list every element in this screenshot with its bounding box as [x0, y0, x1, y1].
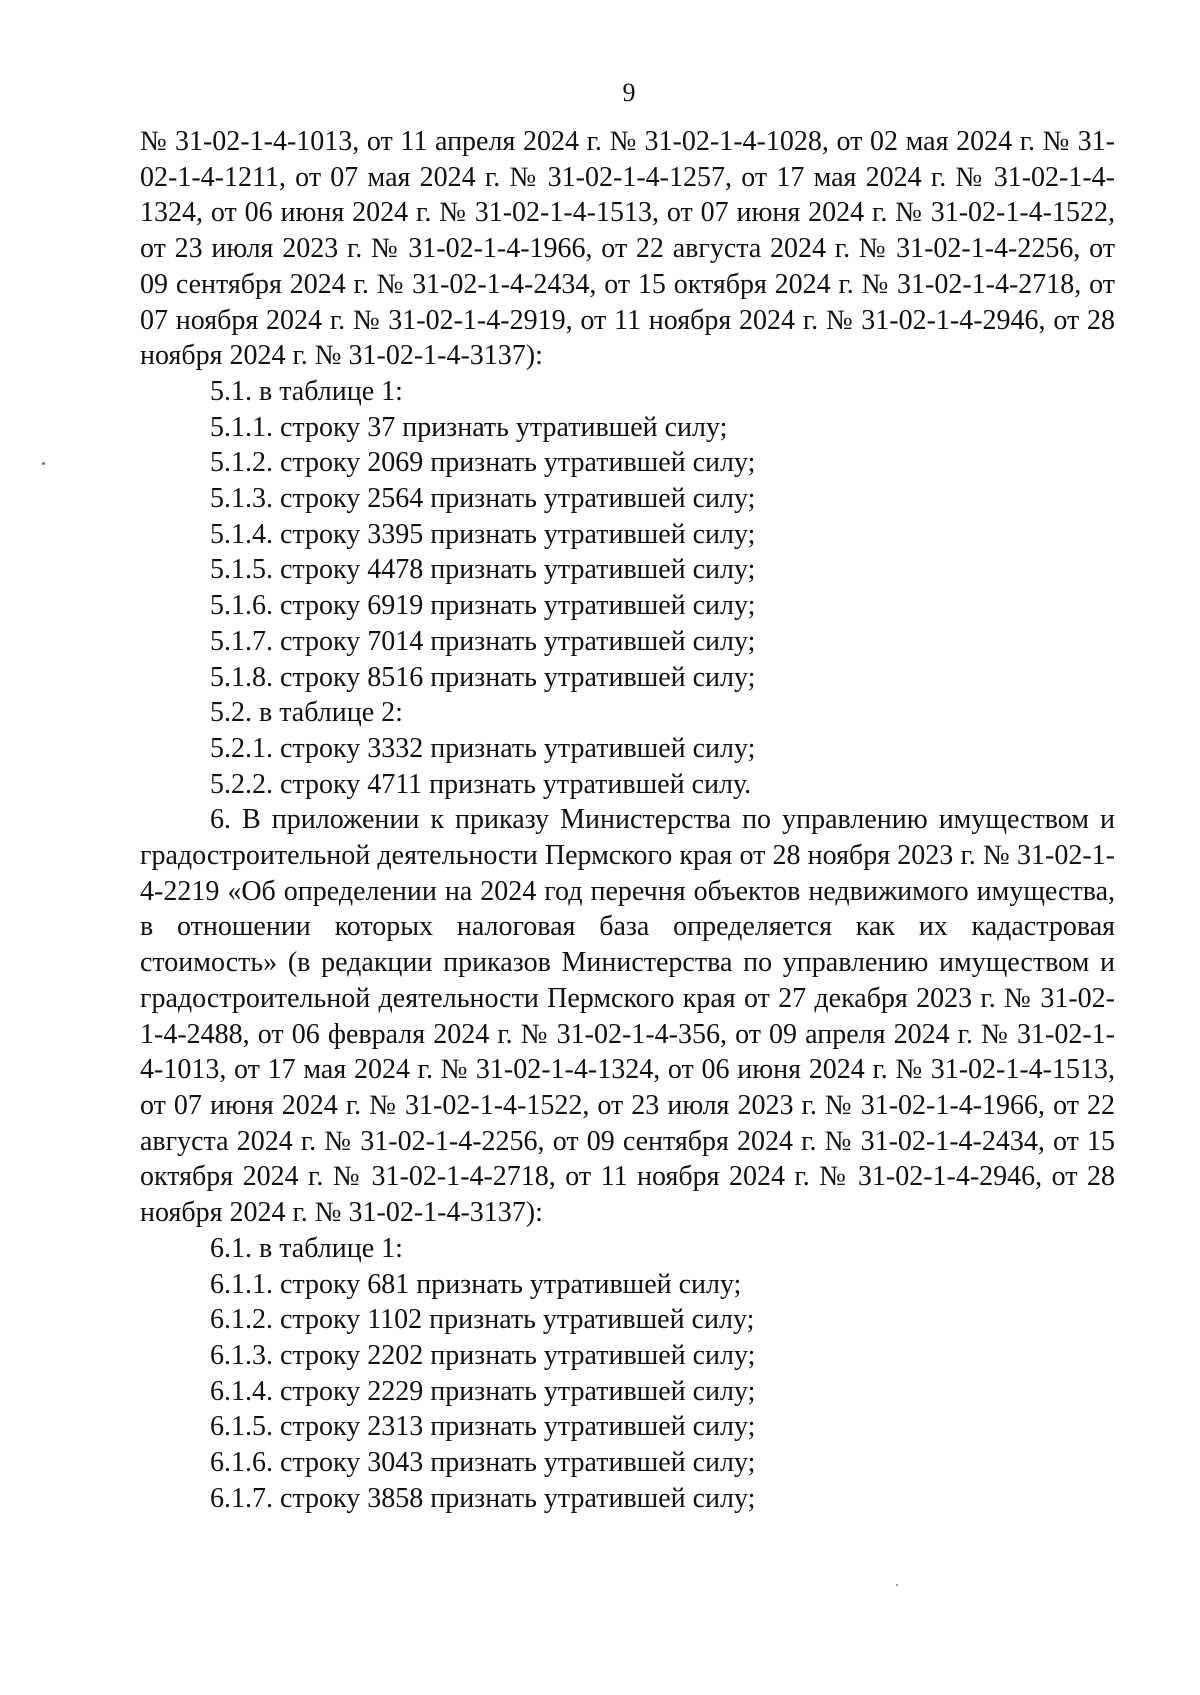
list-item-6-1-2: 6.1.2. строку 1102 признать утратившей силу;	[210, 1304, 755, 1336]
list-item-5-1-1: 5.1.1. строку 37 признать утратившей силу;	[210, 411, 728, 443]
list-item-5-2: 5.2. в таблице 2:	[210, 697, 403, 729]
list-item-6-1: 6.1. в таблице 1:	[210, 1232, 403, 1264]
list-item-5-1-7: 5.1.7. строку 7014 признать утратившей силу;	[210, 625, 756, 657]
list-item-5-1: 5.1. в таблице 1:	[210, 375, 403, 407]
list-item-6-1-5: 6.1.5. строку 2313 признать утратившей силу;	[210, 1411, 756, 1443]
list-item-5-1-3: 5.1.3. строку 2564 признать утратившей силу;	[210, 483, 756, 515]
list-item-6-1-7: 6.1.7. строку 3858 признать утратившей силу;	[210, 1482, 756, 1514]
list-item-6-1-6: 6.1.6. строку 3043 признать утратившей силу;	[210, 1447, 756, 1479]
list-item-5-2-2: 5.2.2. строку 4711 признать утратившей силу.	[210, 768, 752, 800]
section-6-intro-paragraph: 6. В приложении к приказу Министерства по управлению имуществом и градостроительной деятельности Пермского края от 28 ноября 2023 г. № 31-02-1-4-2219 «Об определении на 2024 год перечня объектов недвижимого имущества, в отношении которых налоговая база определяется как их кадастровая стоимость» (в редакции приказов Министерства по управлению имуществом и градостроительной деятельности Пермского края от 27 декабря 2023 г. № 31-02-1-4-2488, от 06 февраля 2024 г. № 31-02-1-4-356, от 09 апреля 2024 г. № 31-02-1-4-1013, от 17 мая 2024 г. № 31-02-1-4-1324, от 06 июня 2024 г. № 31-02-1-4-1513, от 07 июня 2024 г. № 31-02-1-4-1522, от 23 июля 2023 г. № 31-02-1-4-1966, от 22 августа 2024 г. № 31-02-1-4-2256, от 09 сентября 2024 г. № 31-02-1-4-2434, от 15 октября 2024 г. № 31-02-1-4-2718, от 11 ноября 2024 г. № 31-02-1-4-2946, от 28 ноября 2024 г. № 31-02-1-4-3137):	[140, 804, 1115, 1229]
list-item-5-1-8: 5.1.8. строку 8516 признать утратившей силу;	[210, 661, 756, 693]
page-number: 9	[622, 78, 636, 107]
list-item-6-1-3: 6.1.3. строку 2202 признать утратившей силу;	[210, 1339, 756, 1371]
list-item-5-1-2: 5.1.2. строку 2069 признать утратившей силу;	[210, 447, 756, 479]
document-body	[140, 124, 1115, 1516]
scan-speck	[896, 1584, 898, 1586]
list-item-5-1-4: 5.1.4. строку 3395 признать утратившей силу;	[210, 518, 756, 550]
scan-speck	[42, 462, 45, 465]
section-5-intro-paragraph: № 31-02-1-4-1013, от 11 апреля 2024 г. № 31-02-1-4-1028, от 02 мая 2024 г. № 31-02-1-4-1211, от 07 мая 2024 г. № 31-02-1-4-1257, от 17 мая 2024 г. № 31-02-1-4-1324, от 06 июня 2024 г. № 31-02-1-4-1513, от 07 июня 2024 г. № 31-02-1-4-1522, от 23 июля 2023 г. № 31-02-1-4-1966, от 22 августа 2024 г. № 31-02-1-4-2256, от 09 сентября 2024 г. № 31-02-1-4-2434, от 15 октября 2024 г. № 31-02-1-4-2718, от 07 ноября 2024 г. № 31-02-1-4-2919, от 11 ноября 2024 г. № 31-02-1-4-2946, от 28 ноября 2024 г. № 31-02-1-4-3137):	[140, 126, 1115, 372]
list-item-5-2-1: 5.2.1. строку 3332 признать утратившей силу;	[210, 732, 756, 764]
list-item-6-1-1: 6.1.1. строку 681 признать утратившей силу;	[210, 1268, 742, 1300]
list-item-5-1-5: 5.1.5. строку 4478 признать утратившей силу;	[210, 554, 756, 586]
list-item-5-1-6: 5.1.6. строку 6919 признать утратившей силу;	[210, 590, 756, 622]
list-item-6-1-4: 6.1.4. строку 2229 признать утратившей силу;	[210, 1375, 756, 1407]
